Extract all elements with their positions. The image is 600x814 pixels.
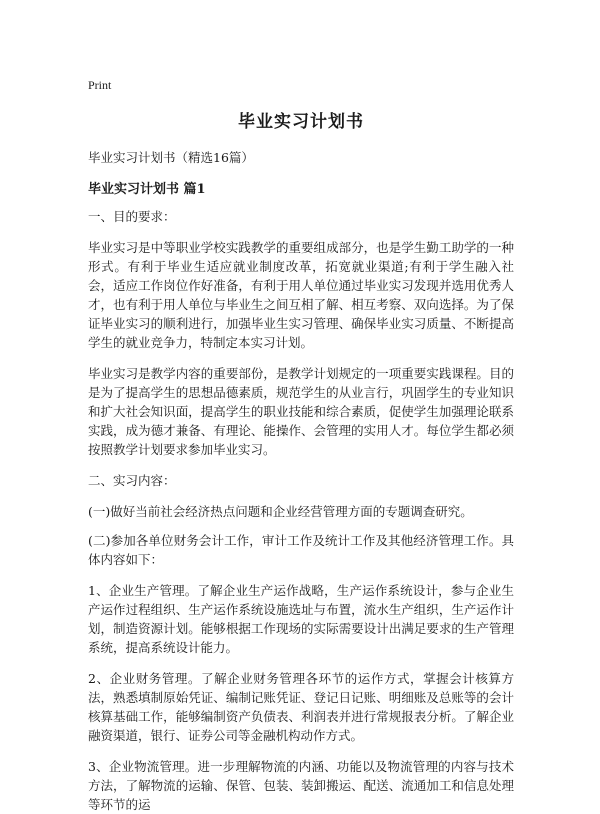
paragraph-purpose-2: 毕业实习是教学内容的重要部份，是教学计划规定的一项重要实践课程。目的是为了提高学生的思想品德素质，规范学生的从业言行，巩固学生的专业知识和扩大社会知识面，提高学生的职业技能和综合素质，促使学生加强理论联系实践，成为德才兼备、有理论、能操作、会管理的实用人才。每位学生都必须按照教学计划要求参加毕业实习。 bbox=[88, 366, 514, 457]
paragraph-finance: 2、企业财务管理。了解企业财务管理各环节的运作方式，掌握会计核算方法，熟悉填制原始凭证、编制记账凭证、登记日记账、明细账及总账等的会计核算基础工作，能够编制资产负债表、利润表并进行常规报表分析。了解企业融资渠道，银行、证券公司等金融机构动作方式。 bbox=[88, 671, 514, 743]
paragraph-purpose-1: 毕业实习是中等职业学校实践教学的重要组成部分，也是学生勤工助学的一种形式。有利于毕业生适应就业制度改革，拓宽就业渠道;有利于学生融入社会，适应工作岗位作好准备，有利于用人单位通过毕业实习发现并选用优秀人才，也有利于用人单位与毕业生之间互相了解、相互考察、双向选择。为了保证毕业实习的顺利进行，加强毕业生实习管理、确保毕业实习质量、不断提高学生的就业竞争力，特制定本实习计划。 bbox=[88, 240, 514, 350]
heading-purpose: 一、目的要求： bbox=[88, 209, 176, 224]
paragraph-content-1: (一)做好当前社会经济热点问题和企业经营管理方面的专题调查研究。 bbox=[88, 504, 473, 519]
document-subtitle: 毕业实习计划书（精选16篇） bbox=[88, 150, 254, 165]
paragraph-production: 1、企业生产管理。了解企业生产运作战略，生产运作系统设计，参与企业生产运作过程组织、生产运作系统设施选址与布置，流水生产组织，生产运作计划，制造资源计划。能够根据工作现场的实际需要设计出满足要求的生产管理系统，提高系统设计能力。 bbox=[88, 583, 514, 655]
paragraph-content-2: (二)参加各单位财务会计工作，审计工作及统计工作及其他经济管理工作。具体内容如下： bbox=[88, 533, 514, 567]
document-title: 毕业实习计划书 bbox=[238, 112, 364, 132]
print-link[interactable]: Print bbox=[88, 78, 112, 92]
heading-content: 二、实习内容： bbox=[88, 473, 176, 488]
paragraph-logistics: 3、企业物流管理。进一步理解物流的内涵、功能以及物流管理的内容与技术方法，了解物流的运输、保管、包装、装卸搬运、配送、流通加工和信息处理等环节的运 bbox=[88, 759, 514, 812]
section-heading: 毕业实习计划书 篇1 bbox=[88, 182, 206, 197]
